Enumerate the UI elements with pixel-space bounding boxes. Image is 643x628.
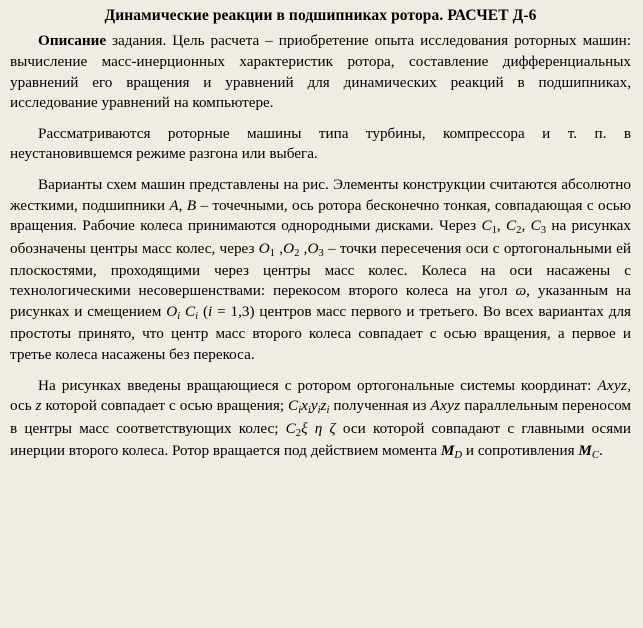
- symbol-ci: $C_i$: [185, 303, 199, 323]
- frame-cixiyizi: $C_ix_iy_iz_i$: [288, 397, 330, 417]
- paragraph-description: [10, 31, 631, 113]
- variants-seg-23: = 1,3) центров масс первого и третьего. Во всех вариантах для простоты принято, что центр масс второго колеса совпадает с осью вращения, а первое и третье колеса насажены без перекоса.: [10, 303, 632, 364]
- variants-seg-12: ,: [275, 239, 284, 257]
- variants-seg-6: ,: [496, 217, 507, 235]
- frame-c2xieta: $C_2\xi$ η ζ: [285, 419, 336, 439]
- coords-seg-18: .: [598, 441, 603, 459]
- symbol-o1: $O_1$: [258, 239, 276, 259]
- paragraph-variants: [10, 175, 631, 366]
- variants-seg-21: (: [198, 303, 209, 321]
- symbol-skew-angle: ɷ: [515, 282, 527, 300]
- moment-mc: $M_C$: [578, 441, 599, 461]
- frame-axyz-1: Axyz: [597, 376, 628, 394]
- page-title: Динамические реакции в подшипниках ротора. РАСЧЕТ Д-6: [104, 7, 537, 24]
- variants-seg-16: – точки пересечения оси с ортогональными ей плоскостями, проходящими через центры масс колес. Колеса на оси насажены с технологическими несовершенствами: перекосом второго колеса на угол: [10, 239, 632, 300]
- symbol-oi: $O_i$: [166, 303, 181, 323]
- variants-seg-4: – точечными, ось ротора бесконечно тонкая, совпадающая с осью вращения. Рабочие колеса принимаются однородными дисками. Через: [10, 196, 632, 235]
- description-text: задания. Цель расчета – приобретение опыта исследования роторных машин: вычисление масс-инерционных характеристик ротора, составление дифференциальных уравнений его вращения и уравнений для динамических реакций в подшипниках, исследование уравнений на компьютере.: [10, 32, 631, 112]
- coords-seg-9: полученная из: [329, 397, 431, 415]
- bearing-label-b: B: [186, 196, 197, 214]
- axis-z: z: [35, 397, 42, 415]
- frame-axyz-2: Axyz: [430, 397, 461, 415]
- coords-seg-0: На рисунках введены вращающиеся с ротором ортогональные системы координат:: [38, 376, 598, 394]
- symbol-c3: $C_3$: [530, 217, 547, 237]
- description-lead: Описание: [38, 32, 107, 50]
- symbol-c2: $C_2$: [506, 217, 522, 237]
- variants-seg-10: на рисунках обозначены центры масс колес, через: [10, 217, 631, 257]
- paragraph-machines: Рассматриваются роторные машины типа турбины, компрессора и т. п. в неустановившемся режиме разгона или выбега.: [10, 124, 631, 163]
- moment-md: $M_D$: [440, 441, 463, 461]
- symbol-c1: $C_1$: [481, 217, 497, 237]
- variants-seg-0: Варианты схем машин представлены на рис. Элементы конструкции считаются абсолютно жесткими, подшипники: [10, 175, 631, 214]
- symbol-i-index: i: [208, 303, 213, 321]
- variants-seg-2: ,: [178, 196, 187, 214]
- bearing-label-a: A: [169, 196, 179, 214]
- coords-seg-14: оси которой совпадают с главными осями инерции второго колеса. Ротор вращается под действием момента: [10, 419, 632, 459]
- coords-seg-2: , ось: [10, 376, 631, 415]
- coords-seg-16: и сопротивления: [462, 441, 579, 459]
- symbol-o2: $O_2$: [283, 239, 300, 259]
- variants-seg-18: , указанным на рисунках и смещением: [10, 282, 631, 321]
- symbol-o3: $O_3$: [307, 239, 324, 259]
- coords-seg-4: которой совпадает с осью вращения;: [41, 397, 289, 415]
- variants-seg-8: ,: [521, 217, 531, 235]
- paragraph-coordinates: [10, 376, 631, 464]
- coords-seg-11: параллельным переносом в центры масс соответствующих колес;: [10, 397, 631, 437]
- variants-seg-14: ,: [299, 239, 308, 257]
